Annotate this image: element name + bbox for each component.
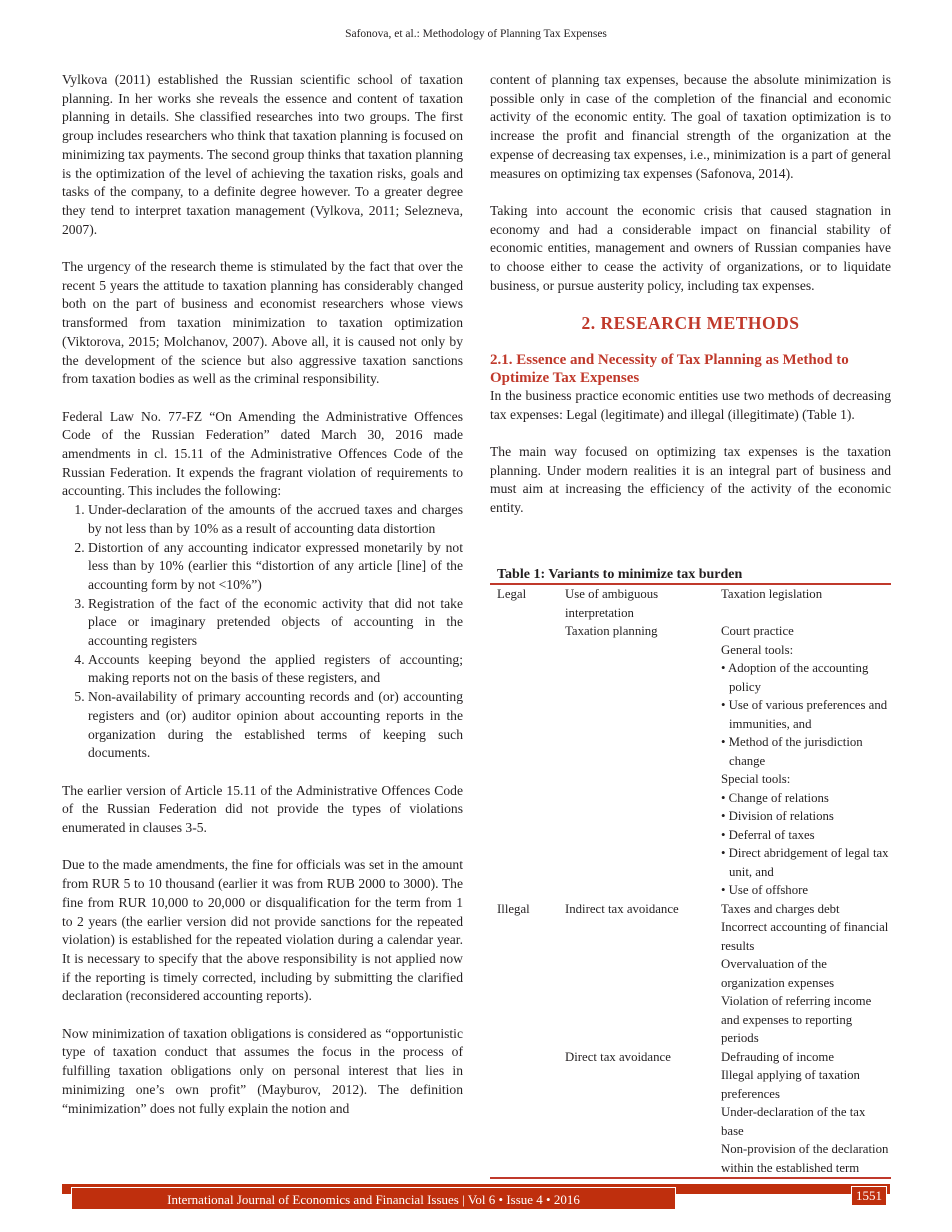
tool-item: Under-declaration of the tax base [721, 1105, 866, 1138]
tool-item: Illegal applying of taxation preferences [721, 1068, 860, 1101]
paragraph: Federal Law No. 77-FZ “On Amending the Administrative Offences Code of the Russian Federation” dated March 30, 2016 made amendments in cl. 15.11 of the Administrative Offences Code of the Russian Federation. It expends the fragrant violation of requirements to accounting. This includes the following: [62, 408, 463, 499]
tool-item: General tools: [721, 642, 794, 657]
tool-item: • Division of relations [721, 809, 834, 823]
cell-tools [721, 585, 891, 622]
table-row [490, 1048, 891, 1178]
paragraph: In the business practice economic entities use two methods of decreasing tax expenses: Legal (legitimate) and illegal (illegitimate) (Table 1). [490, 387, 891, 422]
list-item: 4. Accounts keeping beyond the applied registers of accounting; making reports not on the basis of these registers, and [88, 651, 463, 688]
cell-method: Indirect tax avoidance [565, 901, 679, 916]
paragraph: Now minimization of taxation obligations is considered as “opportunistic type of taxation conduct that assumes the focus in the process of fulfilling taxation obligations only on personal interest that lies in minimizing one’s own profit” (Mayburov, 2012). The definition “minimization” does not fully explain the notion and [62, 1025, 463, 1116]
paragraph: content of planning tax expenses, because the absolute minimization is possible only in case of the completion of the financial and economic activity of the economic entity. The goal of taxation optimization is to increase the profit and financial strength of the organization at the expense of decreasing tax expenses, i.e., minimization is a part of general measures on optimizing tax expenses (Safonova, 2014). [490, 72, 891, 181]
page-number: 1551 [851, 1186, 887, 1206]
paragraph: Vylkova (2011) established the Russian scientific school of taxation planning. In her works she reveals the essence and content of taxation planning in details. She classified researches into two groups. The first group includes researchers who think that taxation planning is focused on minimizing tax payments. The second group thinks that taxation planning is the optimization of the level of achieving the taxation risks, goals and tasks of the company, to a definite degree however. To a greater degree they tend to interpret taxation management (Vylkova, 2011; Selezneva, 2007). [62, 72, 463, 237]
paragraph: The urgency of the research theme is stimulated by the fact that over the recent 5 years the attitude to taxation planning has considerably changed both on the part of business and economist researchers whose views transformed from taxation minimization to taxation optimization (Viktorova, 2015; Molchanov, 2007). Above all, it is caused not only by the development of the science but also aggressive taxation sanctions from taxation bodies as well as the criminal responsibility. [62, 259, 463, 387]
tool-item: Non-provision of the declaration within the established term [721, 1142, 889, 1175]
paragraph: Taking into account the economic crisis that caused stagnation in economy and had a considerable impact on financial stability of economic entities, management and owners of Russian companies have to choose either to cease the activity of organizations, or to liquidate business, or pursue austerity policy, including tax expenses. [490, 202, 891, 293]
cell-category [490, 1048, 565, 1178]
tool-item: Violation of referring income and expenses to reporting periods [721, 994, 872, 1045]
cell-category [490, 622, 565, 900]
cell-method: Use of ambiguous interpretation [565, 587, 659, 620]
footer-journal: International Journal of Economics and Financial Issues | Vol 6 • Issue 4 • 2016 [71, 1187, 676, 1209]
table-caption: Table 1: Variants to minimize tax burden [490, 566, 891, 585]
tool-item: Court practice [721, 624, 794, 638]
tool-item: Incorrect accounting of financial results [721, 920, 889, 953]
cell-tools [721, 1048, 891, 1178]
paragraph: Due to the made amendments, the fine for officials was set in the amount from RUR 5 to 10 thousand (earlier it was from RUB 2000 to 3000). The fine from RUR 10,000 to 20,000 or disqualification for the term from 1 to 2 years (the earlier version did not provide sanctions for the repeated violation) is established for the repeated violation during a calendar year. It is necessary to specify that the above responsibility is not applied now if the reporting is timely corrected, including by submitting the clarified declaration (reconsidered accounting reports). [62, 857, 463, 1004]
subsection-heading: 2.1. Essence and Necessity of Tax Planning as Method to Optimize Tax Expenses [490, 351, 849, 386]
tool-item: • Direct abridgement of legal tax unit, and [721, 846, 889, 879]
tool-item: • Change of relations [721, 790, 829, 805]
violations-list [62, 501, 463, 763]
cell-tools [721, 900, 891, 1048]
tool-item: Overvaluation of the organization expenses [721, 957, 835, 990]
left-column [62, 71, 463, 1137]
cell-category: Illegal [497, 901, 530, 916]
tool-item: • Method of the jurisdiction change [721, 735, 863, 768]
table-bottom-rule [490, 1177, 891, 1179]
table-row [490, 900, 891, 1048]
running-header: Safonova, et al.: Methodology of Planning Tax Expenses [345, 28, 607, 40]
tool-item: Taxes and charges debt [721, 901, 840, 916]
list-item: 2. Distortion of any accounting indicator expressed monetarily by not less than by 10% (earlier this “distortion of any article [line] of the accounting form by not <10%”) [88, 539, 463, 595]
tool-item: • Use of various preferences and immunities, and [721, 698, 888, 731]
paragraph: The main way focused on optimizing tax expenses is the taxation planning. Under modern realities it is an integral part of business and must aim at increasing the efficiency of the activity of the economic entity. [490, 443, 891, 516]
cell-tools [721, 622, 891, 900]
tool-item: • Deferral of taxes [721, 827, 815, 842]
tool-item: Defrauding of income [721, 1049, 834, 1064]
list-item: 1. Under-declaration of the amounts of the accrued taxes and charges by not less than by 10% as a result of accounting data distortion [88, 501, 463, 538]
table-1 [490, 566, 891, 1179]
list-item: 3. Registration of the fact of the economic activity that did not take place or imaginary pretended objects of accounting in the accounting registers [88, 595, 463, 651]
tool-item: Special tools: [721, 772, 791, 786]
tool-item: Taxation legislation [721, 587, 823, 601]
cell-category: Legal [497, 587, 527, 601]
table-row [490, 585, 891, 622]
section-heading: 2. RESEARCH METHODS [581, 313, 800, 334]
tool-item: • Adoption of the accounting policy [721, 661, 869, 694]
table-row [490, 622, 891, 900]
right-column [490, 71, 891, 536]
tool-item: • Use of offshore [721, 883, 809, 897]
paragraph: The earlier version of Article 15.11 of the Administrative Offences Code of the Russian Federation did not provide the types of violations enumerated in clauses 3-5. [62, 782, 463, 836]
cell-method: Direct tax avoidance [565, 1049, 671, 1064]
list-item: 5. Non-availability of primary accounting records and (or) accounting registers and (or) auditor opinion about accounting reports in the organization during the established terms of keeping such documents. [88, 688, 463, 763]
cell-method: Taxation planning [565, 624, 658, 638]
